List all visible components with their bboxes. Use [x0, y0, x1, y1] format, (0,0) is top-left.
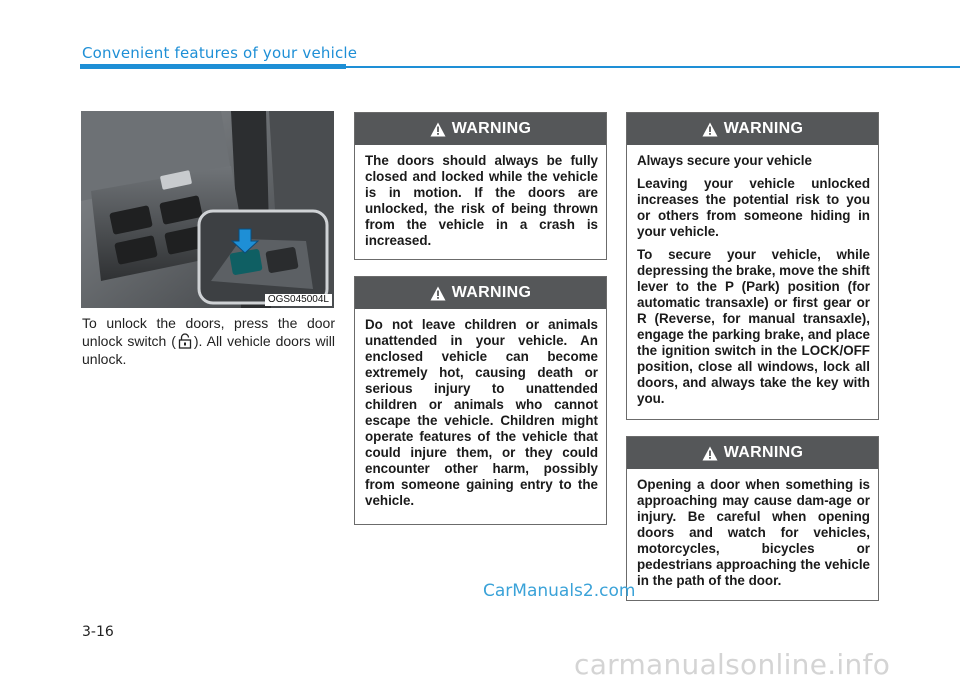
warning-box-doors-locked: [354, 112, 607, 260]
warning-paragraph: Leaving your vehicle unlocked increases the potential risk to you or others from someone hiding in your vehicle.: [637, 176, 870, 239]
warning-paragraph: The doors should always be fully closed and locked while the vehicle is in motion. If the doors are unlocked, the risk of being thrown from the vehicle in a crash is increased.: [365, 153, 598, 248]
warning-paragraph: To secure your vehicle, while depressing the brake, move the shift lever to the P (Park) position (for automatic transaxle) or first gear or R (Reverse, for manual transaxle), engage the parking brake, and place the ignition switch in the LOCK/OFF position, close all windows, lock all doors, and always take the key with you.: [637, 247, 870, 406]
warning-header: [627, 113, 878, 145]
warning-body: [355, 309, 606, 519]
warning-header: [355, 113, 606, 145]
warning-triangle-icon: [702, 122, 718, 137]
warning-label: WARNING: [723, 120, 804, 137]
body-paragraph: [82, 314, 335, 368]
door-switch-photo: [81, 111, 334, 308]
section-title: Convenient features of your vehicle: [82, 44, 358, 62]
warning-label: WARNING: [451, 284, 532, 301]
warning-triangle-icon: [702, 446, 718, 461]
header-accent-bar: [80, 64, 346, 69]
figure-code: OGS045004L: [265, 294, 332, 306]
warning-box-opening-door: [626, 436, 879, 601]
warning-triangle-icon: [430, 122, 446, 137]
body-text-after: ). All vehicle doors will unlock.: [82, 333, 335, 367]
door-panel-illustration: [81, 111, 334, 308]
page-number: 3-16: [82, 624, 114, 640]
warning-label: WARNING: [451, 120, 532, 137]
warning-body: [627, 145, 878, 417]
watermark-carmanualsonline[interactable]: carmanualsonline.info: [574, 648, 891, 681]
warning-header: [627, 437, 878, 469]
warning-box-secure-vehicle: [626, 112, 879, 420]
warning-body: [627, 469, 878, 599]
body-text-before: To unlock the doors, press the door unlock switch (: [82, 315, 335, 349]
header-rule: [346, 66, 960, 68]
warning-paragraph: Opening a door when something is approaching may cause dam-age or injury. Be careful when opening doors and watch for vehicles, motorcycles, bicycles or pedestrians approaching the vehicle in the path of the door.: [637, 477, 870, 588]
warning-paragraph: Do not leave children or animals unattended in your vehicle. An enclosed vehicle can become extremely hot, causing death or serious injury to unattended children or animals who cannot escape the vehicle. Children might operate features of the vehicle that could injure them, or they could encounter other harm, possibly from someone gaining entry to the vehicle.: [365, 317, 598, 508]
warning-body: [355, 145, 606, 259]
watermark-carmanuals2[interactable]: CarManuals2.com: [483, 581, 636, 601]
warning-paragraph-title: Always secure your vehicle: [637, 153, 812, 168]
warning-triangle-icon: [430, 286, 446, 301]
warning-header: [355, 277, 606, 309]
warning-box-children-animals: [354, 276, 607, 525]
warning-label: WARNING: [723, 444, 804, 461]
unlock-switch-icon: [177, 333, 193, 349]
